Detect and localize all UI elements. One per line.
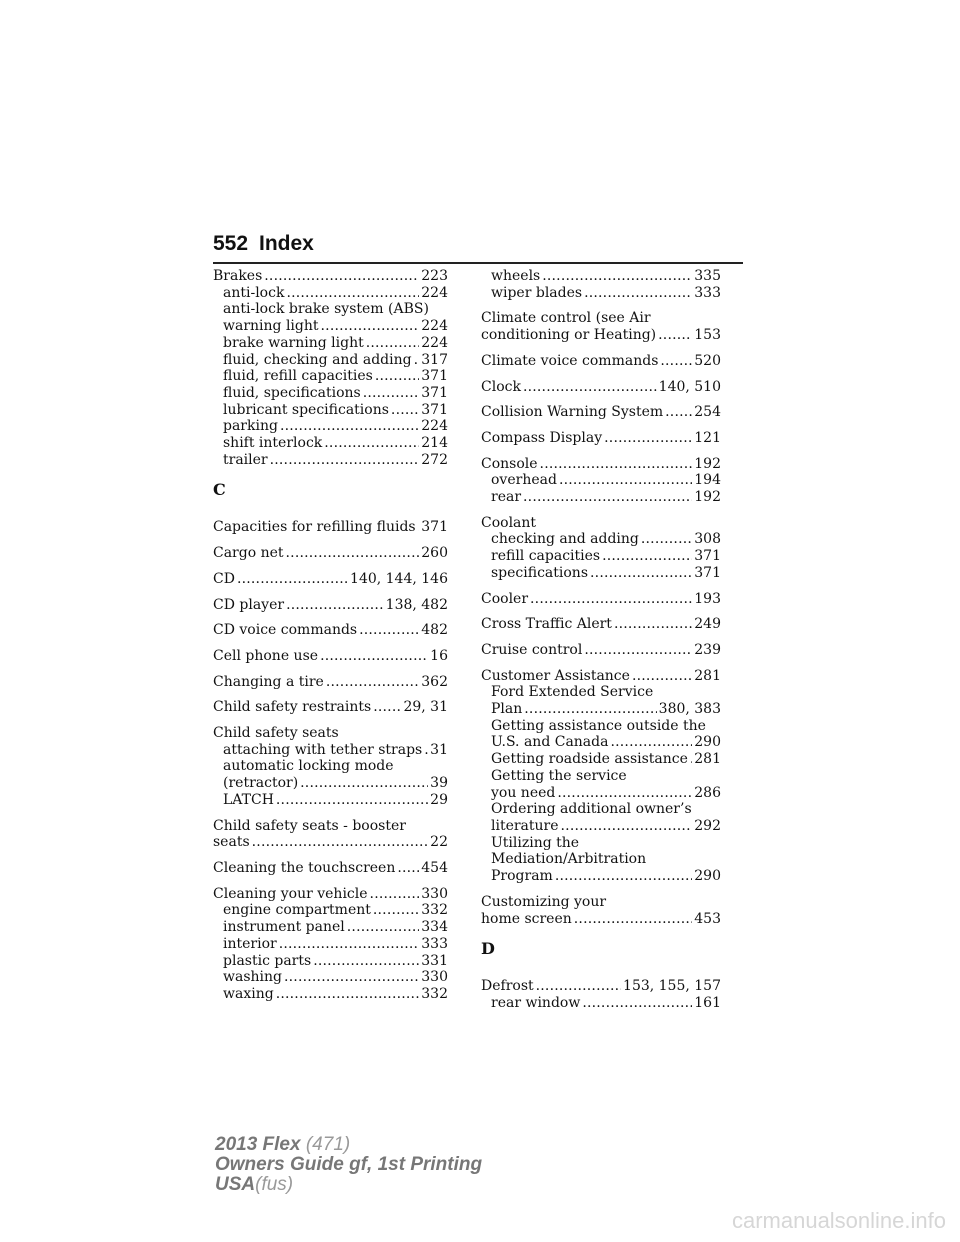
index-term-text: instrument panel	[223, 919, 345, 936]
dot-leader	[542, 268, 692, 285]
index-term-text: Cleaning the touchscreen	[213, 859, 396, 876]
page-reference: 254	[694, 404, 721, 421]
index-term-text: waxing	[223, 985, 274, 1002]
page-reference: 371	[421, 384, 448, 401]
dot-leader	[690, 751, 692, 768]
index-subentry	[213, 418, 448, 435]
page-reference: 330	[421, 969, 448, 986]
page-reference: 335	[694, 268, 721, 284]
index-term	[481, 642, 721, 659]
page-reference: 121	[694, 429, 721, 446]
index-term-text: wiper blades	[491, 284, 583, 301]
dot-leader	[641, 531, 692, 548]
index-term-text: Child safety seats	[213, 725, 339, 742]
index-entry	[213, 519, 448, 536]
index-term	[213, 622, 448, 639]
dot-leader	[324, 435, 419, 452]
index-subentry	[213, 335, 448, 352]
page-reference: 153	[694, 327, 721, 344]
index-subentry	[213, 301, 448, 318]
page-reference: 140, 144, 146	[350, 570, 448, 587]
page-header	[213, 228, 743, 264]
dot-leader	[555, 868, 692, 885]
dot-leader	[286, 597, 384, 614]
index-term-text: Plan	[491, 701, 523, 718]
page-reference: 334	[421, 919, 448, 936]
index-entry	[481, 404, 721, 421]
index-term-text: Cross Traffic Alert	[481, 616, 612, 633]
index-term-text: parking	[223, 418, 278, 435]
dot-leader	[590, 565, 692, 582]
index-term-text: Climate control (see Air	[481, 310, 651, 327]
page-reference: 249	[694, 616, 721, 633]
page-reference: 214	[421, 435, 448, 452]
index-term-text: conditioning or Heating)	[481, 327, 657, 344]
index-term	[213, 725, 448, 742]
index-subentry	[481, 801, 721, 818]
index-term-text: Customizing your	[481, 893, 607, 910]
index-subentry	[213, 792, 448, 809]
footer-market: USA	[215, 1174, 256, 1195]
page-reference: 223	[421, 268, 448, 284]
index-term	[481, 515, 721, 532]
index-subentry	[481, 851, 721, 868]
index-entry	[213, 860, 448, 877]
index-entry	[213, 886, 448, 1003]
dot-leader	[373, 902, 419, 919]
index-term-text: CD	[213, 570, 235, 587]
index-term-text: Child safety restraints	[213, 699, 372, 716]
index-term-text: fluid, refill capacities	[223, 368, 373, 385]
index-term-text: Capacities for refilling fluids	[213, 519, 416, 536]
dot-leader	[313, 953, 419, 970]
index-entry	[213, 818, 448, 851]
index-entry	[481, 353, 721, 370]
index-term-text: literature	[491, 817, 559, 834]
dot-leader	[660, 353, 692, 370]
index-term-text: Climate voice commands	[481, 352, 659, 369]
page-reference: 193	[694, 590, 721, 607]
index-entry	[481, 668, 721, 885]
index-term-text: interior	[223, 935, 277, 952]
page-reference: 224	[421, 418, 448, 435]
page-reference: 140, 510	[658, 378, 721, 395]
page-reference: 31	[430, 741, 448, 758]
index-term-text: Getting assistance outside the	[491, 717, 706, 734]
index-subentry	[481, 768, 721, 785]
page-reference: 16	[430, 647, 448, 664]
index-subentry	[213, 385, 448, 402]
dot-leader	[557, 785, 692, 802]
dot-leader	[280, 418, 419, 435]
index-term-text: plastic parts	[223, 952, 312, 969]
index-term-text: Utilizing the	[491, 834, 580, 851]
index-term-text: wheels	[491, 268, 541, 284]
page-reference: 224	[421, 334, 448, 351]
page-title: Index	[259, 232, 314, 255]
index-term	[481, 327, 721, 344]
index-subentry	[213, 969, 448, 986]
page-reference: 371	[694, 548, 721, 565]
page-reference: 39	[430, 775, 448, 792]
index-term-text: Cleaning your vehicle	[213, 885, 368, 902]
index-term	[481, 404, 721, 421]
index-term-text: Mediation/Arbitration	[491, 851, 647, 868]
page-reference: 281	[694, 667, 721, 684]
index-subentry	[213, 986, 448, 1003]
page-reference: 290	[694, 734, 721, 751]
page-reference: 330	[421, 885, 448, 902]
index-term-text: shift interlock	[223, 435, 323, 452]
page-reference: 29	[430, 791, 448, 808]
index-subentry	[481, 285, 721, 302]
dot-leader	[276, 792, 428, 809]
dot-leader	[582, 995, 692, 1012]
dot-leader	[574, 911, 693, 928]
index-term	[213, 571, 448, 588]
index-term-text: anti-lock	[223, 284, 285, 301]
index-entry	[213, 699, 448, 716]
index-subentry	[213, 902, 448, 919]
page-reference: 290	[694, 868, 721, 885]
index-term-text: Getting roadside assistance	[491, 751, 688, 768]
index-term-text: attaching with tether straps	[223, 741, 423, 758]
page-reference: 308	[694, 531, 721, 548]
dot-leader	[414, 352, 420, 369]
index-term-text: Console	[481, 455, 538, 472]
index-subentry	[213, 936, 448, 953]
index-subentry	[481, 489, 721, 506]
page-reference: 161	[694, 994, 721, 1011]
index-term	[213, 860, 448, 877]
index-subentry	[481, 565, 721, 582]
dot-leader	[359, 622, 419, 639]
index-entry	[481, 456, 721, 506]
page-reference: 286	[694, 784, 721, 801]
dot-leader	[523, 379, 657, 396]
page-reference: 331	[421, 952, 448, 969]
index-entry	[481, 978, 721, 1011]
index-term	[481, 911, 721, 928]
index-section-letter: C	[213, 480, 226, 500]
index-entry	[213, 622, 448, 639]
index-term-text: Clock	[481, 378, 521, 395]
dot-leader	[286, 545, 420, 562]
index-term-text: trailer	[223, 451, 268, 468]
index-term-text: Defrost	[481, 978, 534, 995]
index-subentry	[213, 435, 448, 452]
index-term-text: LATCH	[223, 791, 274, 808]
index-subentry	[213, 919, 448, 936]
index-subentry	[213, 285, 448, 302]
index-term	[481, 978, 721, 995]
page-reference: 333	[421, 935, 448, 952]
index-entry	[481, 616, 721, 633]
dot-leader	[424, 742, 428, 759]
dot-leader	[658, 327, 692, 344]
index-term-text: Cell phone use	[213, 647, 319, 664]
index-term-text: engine compartment	[223, 902, 371, 919]
index-term-text: home screen	[481, 910, 572, 927]
index-term-text: Changing a tire	[213, 673, 324, 690]
index-term	[213, 648, 448, 665]
index-term-text: CD voice commands	[213, 622, 358, 639]
index-term	[213, 818, 448, 835]
index-term-text: you need	[491, 784, 556, 801]
index-subentry	[481, 472, 721, 489]
index-entry	[481, 430, 721, 447]
dot-leader	[366, 335, 420, 352]
dot-leader	[321, 318, 420, 335]
index-entry	[213, 725, 448, 809]
dot-leader	[237, 571, 348, 588]
index-subentry	[481, 701, 721, 718]
index-subentry	[213, 775, 448, 792]
index-term-text: automatic locking mode	[223, 758, 394, 775]
dot-leader	[270, 452, 420, 469]
index-term-text: (retractor)	[223, 775, 299, 792]
index-subentry	[481, 718, 721, 735]
page-reference: 453	[694, 910, 721, 927]
page-reference: 224	[421, 284, 448, 301]
page-number: 552	[213, 232, 249, 255]
index-term	[481, 894, 721, 911]
page-reference: 192	[694, 455, 721, 472]
page-reference: 22	[430, 834, 448, 851]
index-subentry	[213, 742, 448, 759]
index-term-text: brake warning light	[223, 334, 364, 351]
index-term-text: lubricant specifications	[223, 401, 389, 418]
index-term-text: Customer Assistance	[481, 667, 630, 684]
footer-market-code: (fus)	[255, 1174, 294, 1195]
index-term	[481, 353, 721, 370]
page-reference: 371	[421, 368, 448, 385]
index-term-text: Ordering additional owner’s	[491, 801, 692, 818]
index-term	[481, 668, 721, 685]
index-term-text: Child safety seats - booster	[213, 817, 406, 834]
index-entry	[481, 591, 721, 608]
dot-leader	[276, 986, 420, 1003]
dot-leader	[530, 591, 692, 608]
index-term-text: anti-lock brake system (ABS)	[223, 301, 429, 318]
index-subentry	[213, 368, 448, 385]
dot-leader	[584, 642, 692, 659]
index-term-text: CD player	[213, 596, 285, 613]
index-term-text: fluid, specifications	[223, 384, 361, 401]
dot-leader	[523, 489, 692, 506]
dot-leader	[418, 519, 420, 536]
index-term	[213, 674, 448, 691]
dot-leader	[320, 648, 428, 665]
index-term-text: Cooler	[481, 590, 529, 607]
index-subentry	[213, 758, 448, 775]
page-reference: 281	[694, 751, 721, 768]
index-term-text: U.S. and Canada	[491, 734, 609, 751]
page-reference: 371	[694, 564, 721, 581]
dot-leader	[252, 834, 429, 851]
index-term	[213, 886, 448, 903]
index-subentry	[481, 785, 721, 802]
index-term-text: specifications	[491, 564, 589, 581]
index-term	[481, 456, 721, 473]
index-entry	[213, 571, 448, 588]
dot-leader	[536, 978, 621, 995]
index-term-text: overhead	[491, 472, 557, 489]
index-term	[213, 545, 448, 562]
page-reference: 239	[694, 641, 721, 658]
index-subentry	[481, 818, 721, 835]
dot-leader	[584, 285, 692, 302]
page-reference: 260	[421, 545, 448, 562]
index-subentry	[213, 402, 448, 419]
index-term-text: seats	[213, 834, 250, 851]
dot-leader	[665, 404, 692, 421]
index-column-right	[481, 268, 721, 1021]
index-term-text: Program	[491, 868, 553, 885]
index-term	[481, 430, 721, 447]
index-term-text: Ford Extended Service	[491, 684, 654, 701]
index-term-text: rear window	[491, 994, 581, 1011]
index-term	[213, 519, 448, 536]
dot-leader	[540, 456, 693, 473]
dot-leader	[391, 402, 419, 419]
dot-leader	[326, 674, 419, 691]
page-reference: 362	[421, 673, 448, 690]
index-term	[481, 379, 721, 396]
index-term-text: checking and adding	[491, 531, 639, 548]
page-reference: 520	[694, 352, 721, 369]
dot-leader	[604, 430, 692, 447]
index-entry	[213, 545, 448, 562]
index-entry	[213, 268, 448, 468]
index-subentry	[481, 684, 721, 701]
dot-leader	[375, 368, 419, 385]
index-term	[213, 699, 448, 716]
index-term-text: Cargo net	[213, 545, 284, 562]
index-term	[481, 616, 721, 633]
index-term-text: warning light	[223, 318, 319, 335]
index-term-text: washing	[223, 969, 282, 986]
index-term	[213, 268, 448, 285]
footer-code: (471)	[305, 1134, 351, 1155]
index-subentry	[481, 751, 721, 768]
index-term-text: Collision Warning System	[481, 404, 664, 421]
index-section-letter: D	[481, 939, 495, 959]
dot-leader	[373, 699, 401, 716]
page-reference: 138, 482	[385, 596, 448, 613]
index-subentry	[213, 452, 448, 469]
watermark: carmanualsonline.info	[731, 1208, 946, 1233]
footer-guide: Owners Guide gf, 1st Printing	[215, 1154, 483, 1175]
dot-leader	[524, 701, 656, 718]
page-reference: 332	[421, 902, 448, 919]
index-entry	[481, 894, 721, 927]
page-reference: 194	[694, 472, 721, 489]
index-term	[213, 834, 448, 851]
index-entry	[213, 648, 448, 665]
dot-leader	[614, 616, 692, 633]
index-subentry	[213, 352, 448, 369]
page-reference: 317	[421, 351, 448, 368]
index-entry	[481, 379, 721, 396]
dot-leader	[397, 860, 419, 877]
dot-leader	[561, 818, 693, 835]
index-term	[481, 310, 721, 327]
index-entry	[481, 310, 721, 343]
page-reference: 333	[694, 284, 721, 301]
index-column-left	[213, 268, 448, 1012]
page-reference: 192	[694, 489, 721, 506]
index-subentry	[481, 548, 721, 565]
dot-leader	[264, 268, 419, 285]
index-term-text: Coolant	[481, 514, 537, 531]
dot-leader	[284, 969, 419, 986]
index-subentry	[481, 734, 721, 751]
page-reference: 292	[694, 817, 721, 834]
document-footer	[215, 1135, 482, 1195]
index-term-text: rear	[491, 489, 522, 506]
page-reference: 482	[421, 622, 448, 639]
index-subentry	[481, 531, 721, 548]
dot-leader	[632, 668, 692, 685]
index-subentry	[481, 268, 721, 285]
dot-leader	[347, 919, 420, 936]
page-reference: 153, 155, 157	[623, 978, 721, 995]
footer-model: 2013 Flex	[215, 1134, 301, 1155]
page-reference: 332	[421, 985, 448, 1002]
index-entry	[213, 597, 448, 614]
index-term-text: Getting the service	[491, 767, 627, 784]
dot-leader	[610, 734, 692, 751]
dot-leader	[363, 385, 420, 402]
index-term	[213, 597, 448, 614]
page-reference: 454	[421, 859, 448, 876]
index-entry	[481, 642, 721, 659]
index-term-text: Brakes	[213, 268, 263, 284]
dot-leader	[279, 936, 420, 953]
index-entry	[213, 674, 448, 691]
dot-leader	[286, 285, 419, 302]
index-term-text: refill capacities	[491, 548, 601, 565]
index-subentry	[481, 868, 721, 885]
index-term-text: fluid, checking and adding	[223, 351, 412, 368]
index-subentry	[481, 835, 721, 852]
dot-leader	[559, 472, 692, 489]
index-term	[481, 591, 721, 608]
page-reference: 380, 383	[658, 701, 721, 718]
index-entry	[481, 268, 721, 301]
index-term-text: Cruise control	[481, 641, 583, 658]
page-reference: 29, 31	[403, 699, 448, 716]
index-subentry	[481, 995, 721, 1012]
page-reference: 272	[421, 451, 448, 468]
page-reference: 371	[421, 401, 448, 418]
dot-leader	[370, 886, 420, 903]
index-term-text: Compass Display	[481, 429, 603, 446]
index-subentry	[213, 953, 448, 970]
page-reference: 371	[421, 519, 448, 536]
dot-leader	[300, 775, 428, 792]
index-entry	[481, 515, 721, 582]
dot-leader	[602, 548, 692, 565]
page-reference: 224	[421, 318, 448, 335]
index-subentry	[213, 318, 448, 335]
